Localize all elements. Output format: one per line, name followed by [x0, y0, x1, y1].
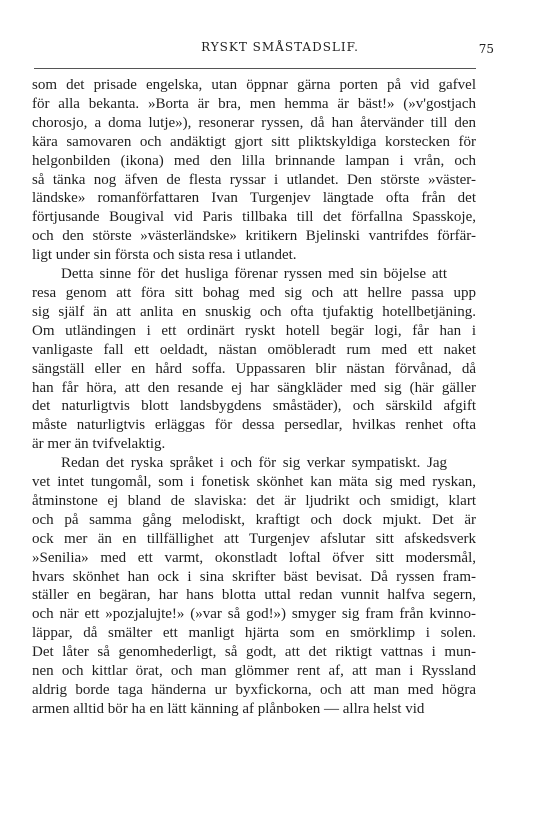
text-line: läppar, då smälter ett manligt hjärta som en smörklimp i solen.: [32, 625, 476, 642]
text-line: måste naturligtvis erläggas för dessa persedlar, hvilkas renhet ofta: [32, 417, 477, 434]
text-line: sig själf än att anlita en snuskig och ofta tjufaktig hotellbetjäning.: [32, 303, 476, 320]
text-line: armen alltid bör ha en lätt känning af plånboken — allra helst vid: [32, 700, 425, 717]
running-title: RYSKT SMÅSTADSLIF.: [201, 40, 359, 54]
text-line: sängställ eller en hård soffa. Uppassaren blir nästan förvånad, då: [32, 360, 476, 377]
text-line: så tänka nog äfven de flesta ryssar i utlandet. Den störste »väster-: [32, 171, 476, 188]
text-line: och på samma gång melodiskt, kraftigt och dock mjukt. Det är: [32, 511, 476, 528]
text-line: ock mer än en tillfällighet att Turgenjev afslutar sitt afskedsverk: [32, 530, 476, 547]
text-line: förtjusande Bougival vid Paris tillbaka till det förfallna Spasskoje,: [32, 209, 476, 226]
text-line: »Senilia» med ett varmt, okonstladt loftal öfver sitt modersmål,: [32, 549, 476, 566]
text-line: aldrig borde taga händerna ur byxfickorna, och att man med högra: [32, 682, 476, 698]
text-line: han får höra, att den resande ej har sängkläder med sig (här gäller: [32, 379, 476, 396]
body-text: [32, 76, 476, 719]
page-number: 75: [478, 42, 494, 56]
text-line: det naturligtvis blott landsbygdens småstäder), och särskild afgift: [32, 398, 476, 415]
text-line: hvars skönhet han ock i sina skrifter bäst bevisat. Då ryssen fram-: [32, 568, 476, 585]
text-line: åtminstone ej bland de slaviska: det är ljudrikt och smidigt, klart: [32, 492, 476, 509]
text-line: ligt under sin första och sista resa i utlandet.: [32, 247, 297, 264]
text-line: och den störste »västerländske» kritikern Bjelinski vantrifdes förfär-: [32, 228, 476, 245]
text-line: ländske» romanförfattaren Ivan Turgenjev längtade ofta från det: [32, 190, 476, 207]
text-line: och när ett »pozjalujte!» (»var så god!») smyger sig fram från kvinno-: [32, 606, 476, 623]
header-rule: [34, 68, 476, 69]
text-line: nen och kittlar örat, och man glömmer rent af, att man i Ryssland: [32, 663, 476, 680]
paragraph-start-line: Detta sinne för det husliga förenar ryssen med sin böjelse att: [61, 266, 447, 283]
text-line: vanligaste fall ett oeldadt, nästan omöbleradt rum med ett naket: [32, 341, 476, 358]
text-line: kära samovaren och andäktigt gjort sitt pliktskyldiga korstecken för: [32, 133, 476, 150]
text-line: vet intet tungomål, som i fonetisk skönhet kan mäta sig med ryskan,: [32, 474, 476, 491]
paragraph-start-line: Redan det ryska språket i och för sig verkar sympatiskt. Jag: [61, 455, 447, 472]
text-line: Det låter så genomhederligt, så godt, att det riktigt vattnas i mun-: [32, 644, 476, 661]
text-line: är mer än tvifvelaktig.: [32, 436, 166, 453]
text-line: Om utländingen i ett ordinärt ryskt hotell begär logi, får han i: [32, 322, 476, 339]
text-line: chorosjo, a doma lutje»), resonerar ryssen, då han återvänder till den: [32, 114, 476, 131]
text-line: resa genom att föra sitt bohag med sig och att hellre passa upp: [32, 284, 476, 301]
text-line: ställer en begäran, har hans blotta uttal redan vunnit halfva segern,: [32, 587, 476, 604]
text-line: helgonbilden (ikona) med den lilla brinnande lampan i vrån, och: [32, 152, 476, 169]
text-line: som det prisade engelska, utan öppnar gärna porten på vid gafvel: [32, 77, 476, 93]
text-line: för alla bekanta. »Borta är bra, men hemma är bäst!» (»v'gostjach: [32, 95, 476, 112]
